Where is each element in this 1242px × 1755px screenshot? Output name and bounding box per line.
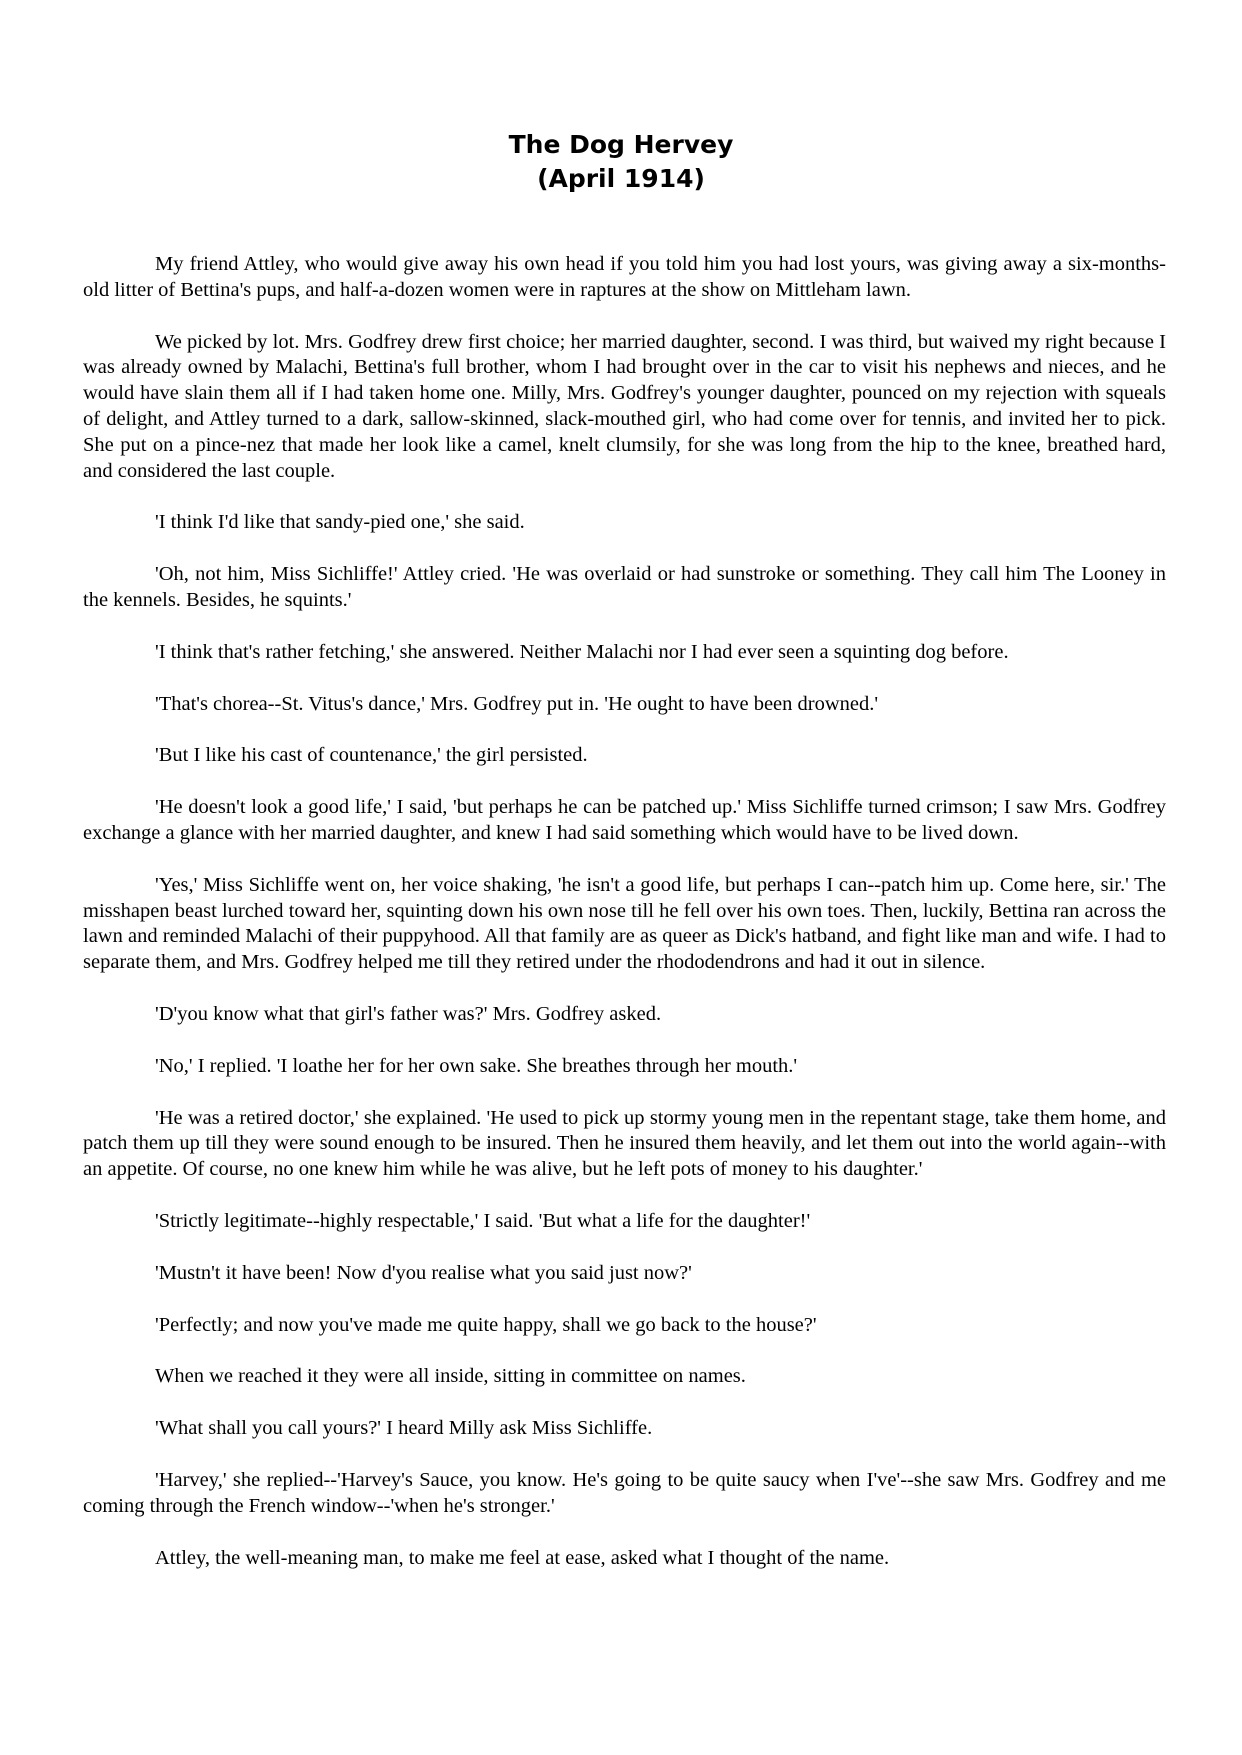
story-title <box>0 128 1242 196</box>
paragraph: 'Strictly legitimate--highly respectable,' I said. 'But what a life for the daughter!' <box>155 1209 811 1232</box>
paragraph: 'Oh, not him, Miss Sichliffe!' Attley cried. 'He was overlaid or had sunstroke or something. They call him The Looney in the kennels. Besides, he squints.' <box>83 563 1166 611</box>
paragraph: 'I think I'd like that sandy-pied one,' she said. <box>155 511 525 534</box>
title-line-2: (April 1914) <box>537 164 705 193</box>
paragraph: My friend Attley, who would give away his own head if you told him you had lost yours, was giving away a six-months-old litter of Bettina's pups, and half-a-dozen women were in raptures at the show on Mittleham lawn. <box>83 253 1166 301</box>
paragraph: 'Yes,' Miss Sichliffe went on, her voice shaking, 'he isn't a good life, but perhaps I can--patch him up. Come here, sir.' The misshapen beast lurched toward her, squinting down his own nose till he fell over his own toes. Then, luckily, Bettina ran across the lawn and reminded Malachi of their puppyhood. All that family are as queer as Dick's hatband, and fight like man and wife. I had to separate them, and Mrs. Godfrey helped me till they retired under the rhododendrons and had it out in silence. <box>83 873 1166 974</box>
paragraph: 'He was a retired doctor,' she explained. 'He used to pick up stormy young men in the repentant stage, take them home, and patch them up till they were sound enough to be insured. Then he insured them heavily, and let them out into the world again--with an appetite. Of course, no one knew him while he was alive, but he left pots of money to his daughter.' <box>83 1106 1166 1181</box>
paragraph: When we reached it they were all inside, sitting in committee on names. <box>155 1365 746 1388</box>
paragraph: 'He doesn't look a good life,' I said, 'but perhaps he can be patched up.' Miss Sichliffe turned crimson; I saw Mrs. Godfrey exchange a glance with her married daughter, and knew I had said something which would have to be lived down. <box>83 796 1166 844</box>
story-body <box>83 252 1166 1597</box>
paragraph: Attley, the well-meaning man, to make me feel at ease, asked what I thought of the name. <box>155 1546 890 1569</box>
paragraph: 'D'you know what that girl's father was?' Mrs. Godfrey asked. <box>155 1002 662 1025</box>
paragraph: 'Mustn't it have been! Now d'you realise what you said just now?' <box>155 1261 692 1284</box>
title-line-1: The Dog Hervey <box>508 130 734 159</box>
paragraph: 'But I like his cast of countenance,' the girl persisted. <box>155 744 588 767</box>
paragraph: 'I think that's rather fetching,' she answered. Neither Malachi nor I had ever seen a squinting dog before. <box>155 640 1009 663</box>
paragraph: We picked by lot. Mrs. Godfrey drew first choice; her married daughter, second. I was third, but waived my right because I was already owned by Malachi, Bettina's full brother, whom I had brought over in the car to visit his nephews and nieces, and he would have slain them all if I had taken home one. Milly, Mrs. Godfrey's younger daughter, pounced on my rejection with squeals of delight, and Attley turned to a dark, sallow-skinned, slack-mouthed girl, who had come over for tennis, and invited her to pick. She put on a pince-nez that made her look like a camel, knelt clumsily, for she was long from the hip to the knee, breathed hard, and considered the last couple. <box>83 330 1166 482</box>
paragraph: 'That's chorea--St. Vitus's dance,' Mrs. Godfrey put in. 'He ought to have been drowned.' <box>155 692 879 715</box>
paragraph: 'Perfectly; and now you've made me quite happy, shall we go back to the house?' <box>155 1313 817 1336</box>
paragraph: 'What shall you call yours?' I heard Milly ask Miss Sichliffe. <box>155 1417 653 1440</box>
paragraph: 'Harvey,' she replied--'Harvey's Sauce, you know. He's going to be quite saucy when I've'--she saw Mrs. Godfrey and me coming through the French window--'when he's stronger.' <box>83 1468 1166 1517</box>
paragraph: 'No,' I replied. 'I loathe her for her own sake. She breathes through her mouth.' <box>155 1054 798 1077</box>
